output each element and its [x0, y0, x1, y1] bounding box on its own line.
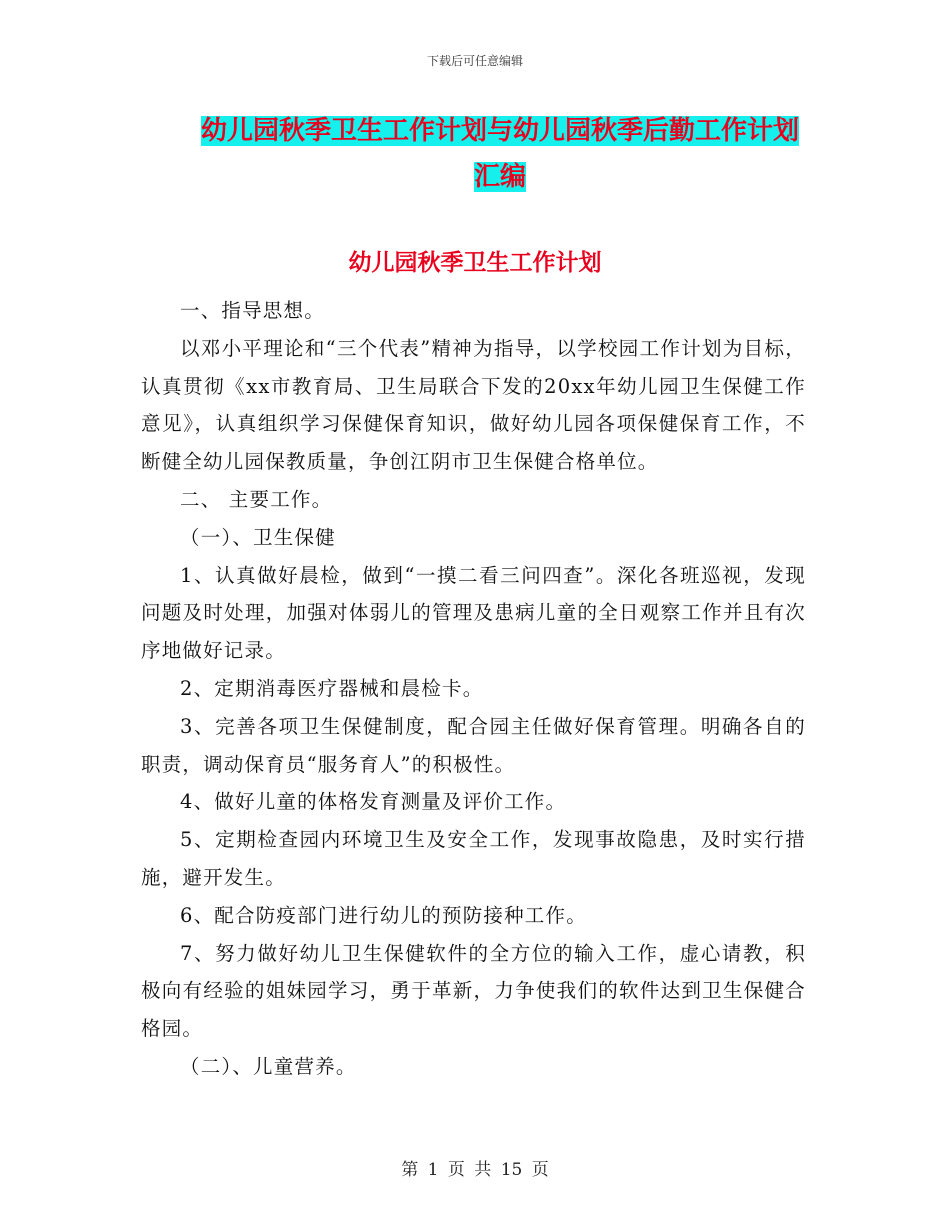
paragraph: 6、配合防疫部门进行幼儿的预防接种工作。 [180, 903, 587, 927]
paragraph: 以邓小平理论和“三个代表”精神为指导，以学校园工作计划为目标，认真贯彻《xx市教育局、卫生局联合下发的20xx年幼儿园卫生保健工作意见》，认真组织学习保健保育知识，做好幼儿园各项保健保育工作，不断健全幼儿园保教质量，争创江阴市卫生保健合格单位。 [141, 336, 806, 474]
paragraph: 一、指导思想。 [180, 299, 325, 322]
paragraph: 二、 主要工作。 [180, 487, 333, 511]
paragraph: 5、定期检查园内环境卫生及安全工作，发现事故隐患，及时实行措施，避开发生。 [141, 828, 806, 889]
paragraph: （二）、儿童营养。 [180, 1054, 357, 1078]
document-title-line-1: 幼儿园秋季卫生工作计划与幼儿园秋季后勤工作计划 [200, 116, 799, 146]
paragraph: （一）、卫生保健 [180, 525, 336, 549]
section-title: 幼儿园秋季卫生工作计划 [348, 249, 602, 276]
paragraph: 2、定期消毒医疗器械和晨检卡。 [180, 676, 484, 700]
body-text [141, 292, 806, 1086]
document-title [190, 108, 810, 200]
paragraph: 4、做好儿童的体格发育测量及评价工作。 [180, 790, 567, 814]
paragraph: 3、完善各项卫生保健制度，配合园主任做好保育管理。明确各自的职责，调动保育员“服务育人”的积极性。 [141, 714, 806, 776]
header-note: 下载后可任意编辑 [426, 54, 523, 68]
document-title-line-2: 汇编 [473, 162, 526, 192]
paragraph: 1、认真做好晨检，做到“一摸二看三问四查”。深化各班巡视，发现问题及时处理，加强对体弱儿的管理及患病儿童的全日观察工作并且有次序地做好记录。 [141, 563, 806, 663]
paragraph: 7、努力做好幼儿卫生保健软件的全方位的输入工作，虚心请教，积极向有经验的姐妹园学习，勇于革新，力争使我们的软件达到卫生保健合格园。 [141, 941, 806, 1041]
page-footer: 第 1 页 共 15 页 [401, 1160, 549, 1180]
